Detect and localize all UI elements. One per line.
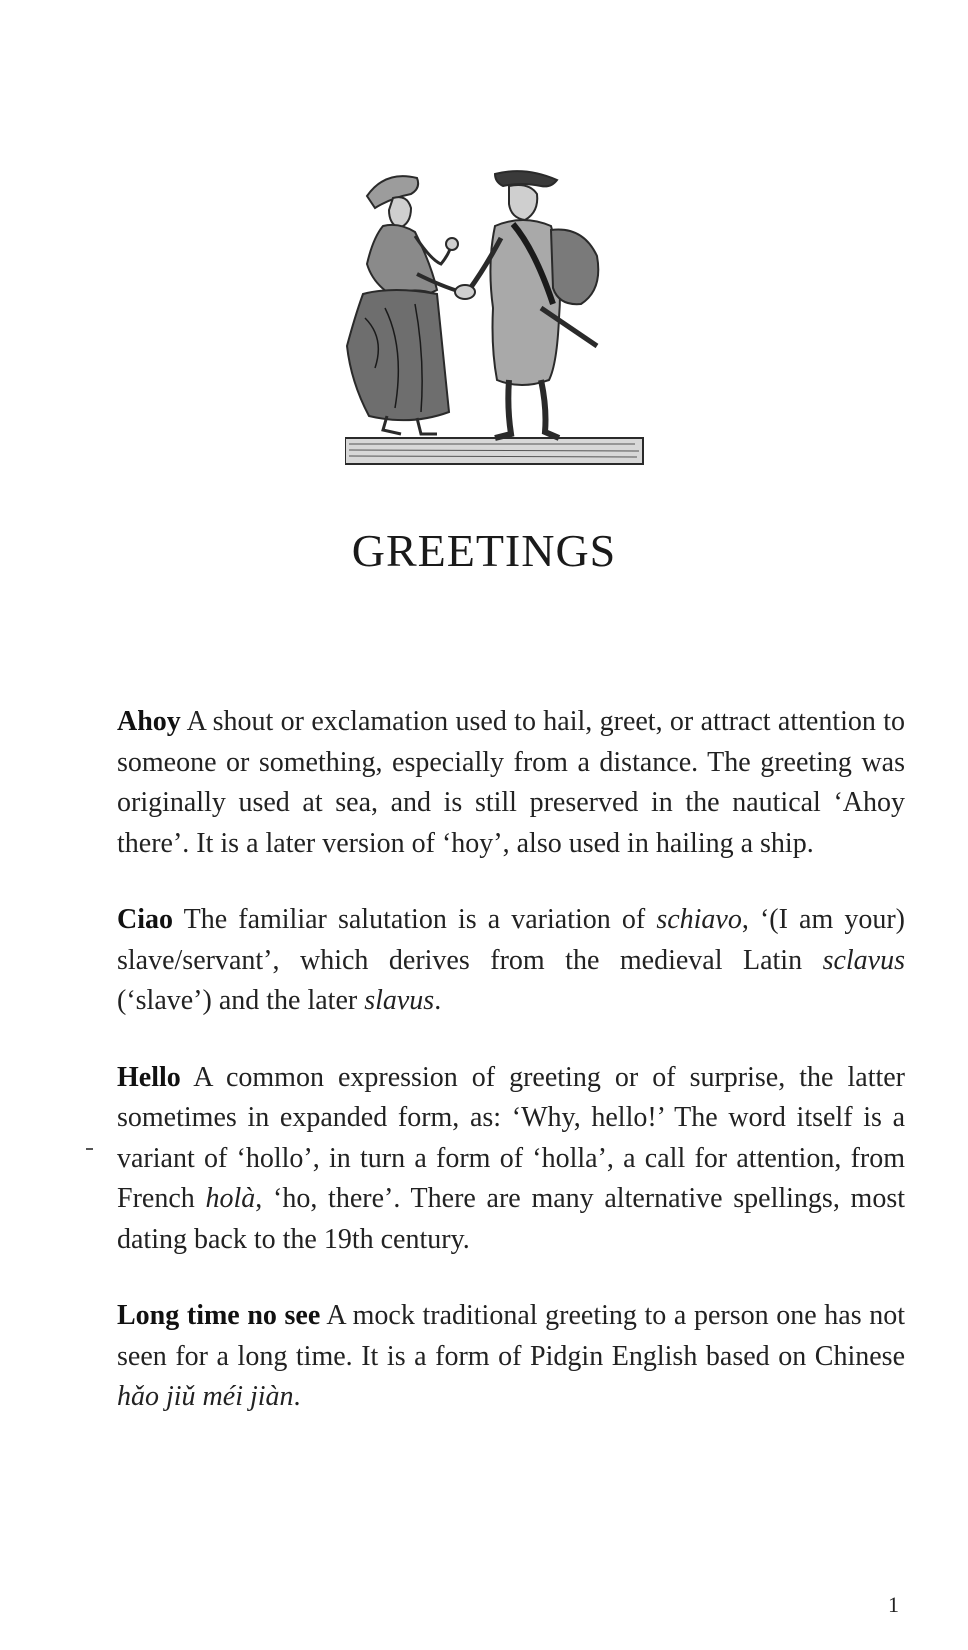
woodcut-greeting-couple-illustration — [345, 168, 663, 500]
entry-definition-text: . — [434, 985, 442, 1016]
man-legs — [495, 380, 559, 438]
entry-term: Ciao — [117, 904, 173, 935]
man-head — [509, 185, 537, 220]
entry-foreign-word: holà — [205, 1183, 256, 1214]
entry-definition-text: A mock traditional greeting to a person one has not seen for a long time. It is a form of Pidgin English based on Chinese — [117, 1300, 905, 1372]
man-backpack — [551, 230, 598, 305]
chapter-title: GREETINGS — [351, 525, 617, 576]
margin-mark — [86, 1148, 93, 1150]
entry-foreign-word: sclavus — [822, 944, 905, 976]
woman-raised-hand — [446, 238, 458, 250]
glossary-entries — [117, 702, 905, 1454]
entry-definition-text: (‘slave’) and the later — [117, 985, 365, 1016]
page-number: 1 — [888, 1592, 899, 1617]
entry-definition-text: The familiar salutation is a variation of — [173, 904, 657, 935]
entry-definition-text: A common expression of greeting or of surprise, the latter sometimes in expanded form, as: ‘Why, hello!’ The word itself is a variant of ‘hollo’, in turn a form of ‘holla’, a call for attention, from French — [117, 1061, 905, 1214]
entry-term: Long time no see — [117, 1300, 321, 1331]
entry-foreign-word: schiavo — [656, 904, 742, 935]
entry-definition-text: A shout or exclamation used to hail, greet, or attract attention to someone or something, especially from a distance. The greeting was originally used at sea, and is still preserved in the nautical ‘Ahoy there’. It is a later version of ‘hoy’, also used in hailing a ship. — [117, 706, 905, 859]
entry-foreign-word: hǎo jiǔ méi jiàn — [117, 1381, 294, 1412]
woman-shawl — [367, 225, 437, 297]
entry-term: Ahoy — [117, 706, 181, 737]
woman-head — [389, 197, 411, 228]
entry-term: Hello — [117, 1061, 181, 1093]
entry-definition-text: , ‘ho, there’. There are many alternative spellings, most dating back to the 19th century. — [117, 1183, 905, 1255]
clasped-hands — [455, 285, 475, 299]
man-hat — [495, 171, 557, 186]
glossary-entry — [117, 702, 905, 864]
entry-definition-text: , ‘(I am your) slave/servant’, which derives from the medieval Latin — [117, 904, 906, 976]
glossary-entry — [117, 1296, 905, 1418]
glossary-entry — [117, 1058, 905, 1261]
glossary-entry — [117, 900, 905, 1022]
entry-definition-text: . — [293, 1381, 301, 1412]
entry-foreign-word: slavus — [364, 985, 435, 1016]
